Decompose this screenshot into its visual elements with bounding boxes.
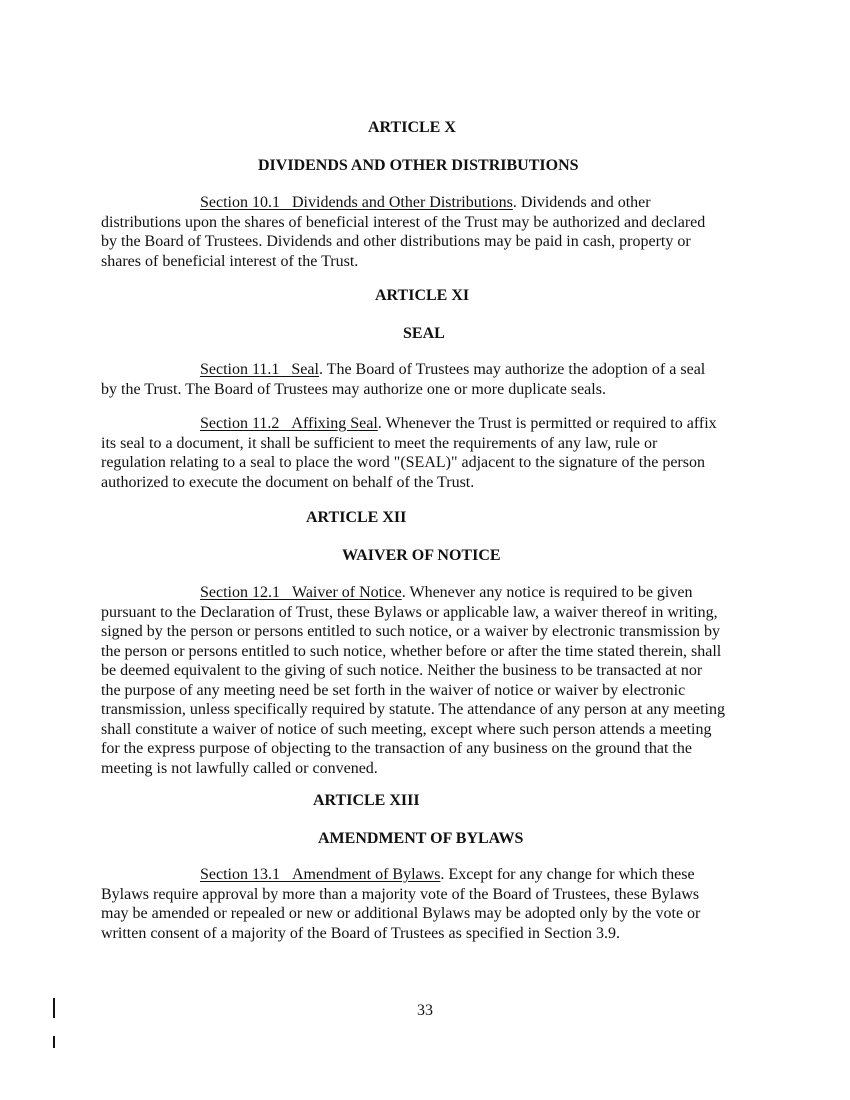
article-x-label: ARTICLE X xyxy=(368,119,456,136)
change-bar xyxy=(53,1036,55,1048)
section-11-1-ref: Section 11.1 Seal xyxy=(200,361,319,378)
paragraph-line: Bylaws require approval by more than a majority vote of the Board of Trustees, these Bylaws xyxy=(101,885,700,903)
paragraph-line: Section 13.1 Amendment of Bylaws. Except for any change for which these xyxy=(200,866,695,883)
paragraph-line: shares of beneficial interest of the Trust. xyxy=(101,252,359,270)
section-10-1-ref: Section 10.1 Dividends and Other Distributions xyxy=(200,194,513,211)
paragraph-line: the person or persons entitled to such notice, whether before or after the time stated therein, shall xyxy=(101,642,722,660)
paragraph-line: meeting is not lawfully called or convened. xyxy=(101,759,378,777)
paragraph-line: pursuant to the Declaration of Trust, these Bylaws or applicable law, a waiver thereof in writing, xyxy=(101,603,718,621)
paragraph-line: Section 12.1 Waiver of Notice. Whenever any notice is required to be given xyxy=(200,584,693,601)
page-number: 33 xyxy=(417,1002,433,1019)
paragraph-line: authorized to execute the document on behalf of the Trust. xyxy=(101,473,475,491)
section-11-1-paragraph xyxy=(101,360,751,399)
article-xiii-title: AMENDMENT OF BYLAWS xyxy=(318,830,524,847)
paragraph-line: written consent of a majority of the Board of Trustees as specified in Section 3.9. xyxy=(101,924,621,942)
paragraph-line: Section 11.1 Seal. The Board of Trustees may authorize the adoption of a seal xyxy=(200,361,706,378)
paragraph-line: Section 11.2 Affixing Seal. Whenever the Trust is permitted or required to affix xyxy=(200,415,717,432)
paragraph-line: regulation relating to a seal to place the word "(SEAL)" adjacent to the signature of the person xyxy=(101,454,705,471)
section-12-1-paragraph xyxy=(101,583,751,778)
section-13-1-ref: Section 13.1 Amendment of Bylaws xyxy=(200,866,441,883)
article-xi-title: SEAL xyxy=(403,325,445,342)
paragraph-line: may be amended or repealed or new or additional Bylaws may be adopted only by the vote or xyxy=(101,905,701,922)
article-xii-title: WAIVER OF NOTICE xyxy=(342,547,501,564)
section-11-2-paragraph xyxy=(101,414,751,492)
paragraph-line: by the Trust. The Board of Trustees may authorize one or more duplicate seals. xyxy=(101,380,606,398)
paragraph-line: Section 10.1 Dividends and Other Distributions. Dividends and other xyxy=(200,194,651,211)
paragraph-line: be deemed equivalent to the giving of such notice. Neither the business to be transacted at nor xyxy=(101,662,703,679)
section-13-1-paragraph xyxy=(101,865,751,943)
paragraph-line: by the Board of Trustees. Dividends and other distributions may be paid in cash, property or xyxy=(101,233,691,250)
article-xiii-label: ARTICLE XIII xyxy=(313,792,420,809)
article-xii-label: ARTICLE XII xyxy=(306,509,407,526)
paragraph-line: its seal to a document, it shall be sufficient to meet the requirements of any law, rule or xyxy=(101,434,658,452)
section-11-2-ref: Section 11.2 Affixing Seal xyxy=(200,415,378,432)
article-x-title: DIVIDENDS AND OTHER DISTRIBUTIONS xyxy=(258,157,579,174)
article-xi-label: ARTICLE XI xyxy=(375,287,470,304)
paragraph-line: shall constitute a waiver of notice of such meeting, except where such person attends a meeting xyxy=(101,720,712,738)
paragraph-line: transmission, unless specifically required by statute. The attendance of any person at any meeting xyxy=(101,701,725,718)
section-12-1-ref: Section 12.1 Waiver of Notice xyxy=(200,584,402,601)
paragraph-line: the purpose of any meeting need be set forth in the waiver of notice or waiver by electronic xyxy=(101,681,686,699)
paragraph-line: for the express purpose of objecting to the transaction of any business on the ground that the xyxy=(101,740,692,757)
paragraph-line: signed by the person or persons entitled to such notice, or a waiver by electronic transmission by xyxy=(101,623,720,640)
section-10-1-paragraph xyxy=(101,193,751,271)
paragraph-line: distributions upon the shares of beneficial interest of the Trust may be authorized and declared xyxy=(101,213,706,231)
